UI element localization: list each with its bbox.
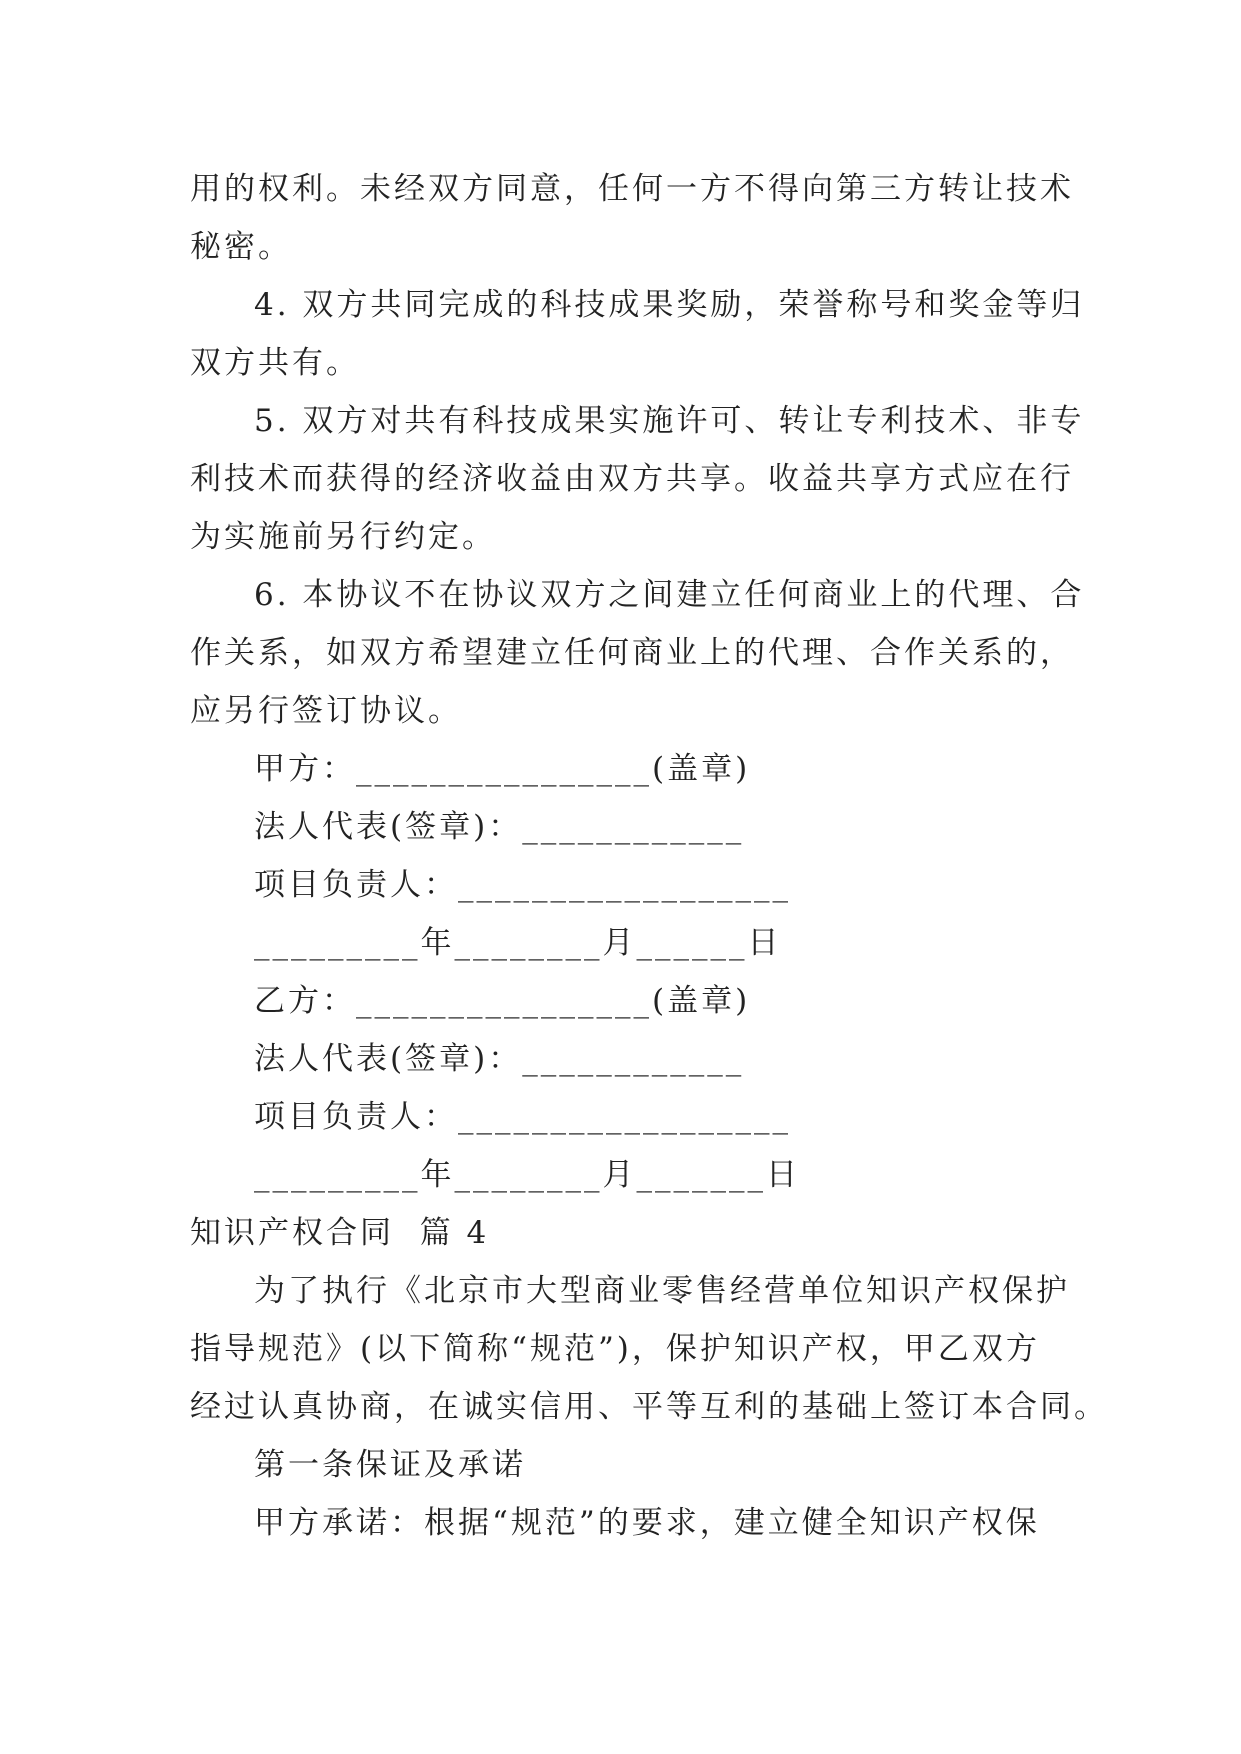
party-b-legal-rep-line: 法人代表(签章)：____________ <box>254 1041 745 1077</box>
party-b-seal-line: 乙方：________________(盖章) <box>254 983 751 1019</box>
document-body <box>190 160 1108 1552</box>
paragraph-line: 应另行签订协议。 <box>190 693 462 729</box>
paragraph-line: 5. 双方对共有科技成果实施许可、转让专利技术、非专 <box>254 403 1085 439</box>
party-a-project-lead-line: 项目负责人：__________________ <box>254 867 791 903</box>
section-line: 经过认真协商，在诚实信用、平等互利的基础上签订本合同。 <box>190 1389 1108 1425</box>
section-line: 指导规范》(以下简称“规范”)，保护知识产权，甲乙双方 <box>190 1331 1040 1367</box>
paragraph-line: 作关系，如双方希望建立任何商业上的代理、合作关系的， <box>190 635 1074 671</box>
party-a-date-line: _________年________月______日 <box>254 925 782 961</box>
paragraph-line: 秘密。 <box>190 229 292 265</box>
party-a-legal-rep-line: 法人代表(签章)：____________ <box>254 809 745 845</box>
party-b-project-lead-line: 项目负责人：__________________ <box>254 1099 791 1135</box>
section-line: 甲方承诺：根据“规范”的要求，建立健全知识产权保 <box>254 1505 1040 1541</box>
party-a-seal-line: 甲方：________________(盖章) <box>254 751 751 787</box>
paragraph-line: 双方共有。 <box>190 345 360 381</box>
party-b-date-line: _________年________月_______日 <box>254 1157 800 1193</box>
paragraph-line: 用的权利。未经双方同意，任何一方不得向第三方转让技术 <box>190 171 1074 207</box>
paragraph-line: 利技术而获得的经济收益由双方共享。收益共享方式应在行 <box>190 461 1074 497</box>
section-line: 为了执行《北京市大型商业零售经营单位知识产权保护 <box>254 1273 1070 1309</box>
section-title: 知识产权合同 篇 4 <box>190 1215 490 1251</box>
paragraph-line: 4. 双方共同完成的科技成果奖励，荣誉称号和奖金等归 <box>254 287 1085 323</box>
section-line: 第一条保证及承诺 <box>254 1447 526 1483</box>
paragraph-line: 为实施前另行约定。 <box>190 519 496 555</box>
paragraph-line: 6. 本协议不在协议双方之间建立任何商业上的代理、合 <box>254 577 1085 613</box>
